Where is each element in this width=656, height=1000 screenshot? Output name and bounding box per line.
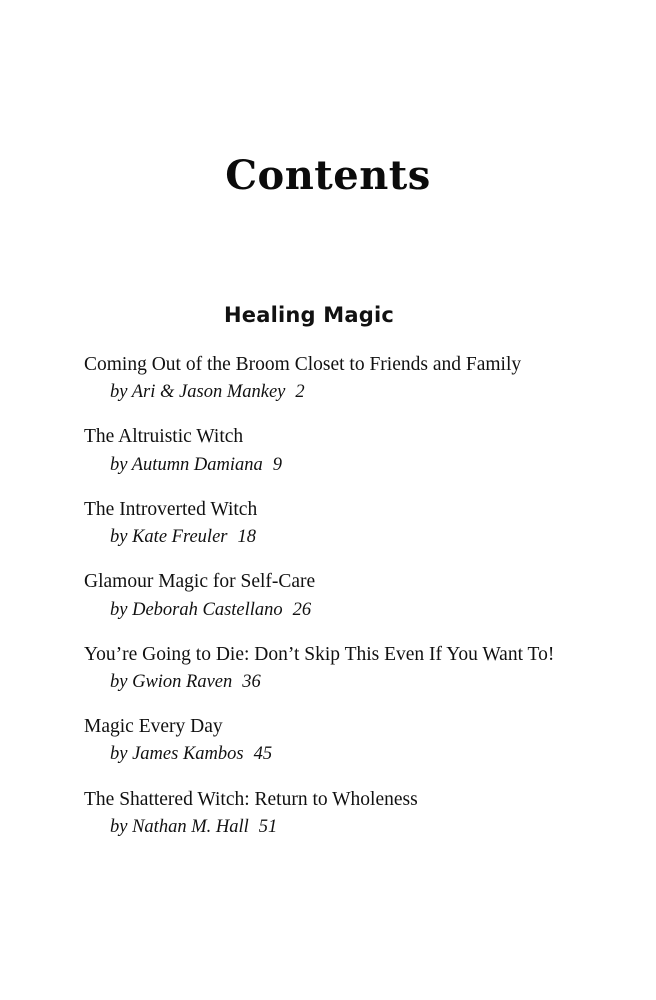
toc-entry-title: Magic Every Day <box>84 716 223 738</box>
toc-entry-byline <box>84 598 596 622</box>
toc-entry-byline <box>84 670 596 694</box>
toc-entry-page: 18 <box>237 527 256 548</box>
contents-section <box>0 303 656 839</box>
toc-entry <box>84 353 596 404</box>
toc-entry-byline <box>84 380 596 404</box>
toc-entry-author: by Kate Freuler <box>110 527 228 548</box>
toc-entry <box>84 715 596 766</box>
page-title: Contents <box>225 152 431 199</box>
toc-entry <box>84 570 596 621</box>
toc-entry-title: The Introverted Witch <box>84 498 258 520</box>
toc-entry-author: by Ari & Jason Mankey <box>110 382 286 403</box>
toc-entry-author: by Nathan M. Hall <box>110 816 249 837</box>
toc-entry-page: 45 <box>253 744 273 765</box>
toc-entry-page: 26 <box>292 599 312 620</box>
toc-entry-page: 36 <box>242 672 261 693</box>
toc-entry-author: by Gwion Raven <box>110 672 233 693</box>
toc-entry-author: by James Kambos <box>110 744 244 765</box>
toc-entry-page: 51 <box>258 816 278 837</box>
toc-entry <box>84 788 596 839</box>
toc-entry <box>84 643 596 694</box>
toc-entry-byline <box>84 815 596 839</box>
toc-entry-byline <box>84 453 596 477</box>
toc-entry-title: You’re Going to Die: Don’t Skip This Even If You Want To! <box>84 643 555 665</box>
toc-entry <box>84 498 596 549</box>
toc-entry-author: by Autumn Damiana <box>110 454 263 475</box>
toc-entry-title: The Altruistic Witch <box>84 426 244 448</box>
toc-entry-page: 2 <box>295 382 305 403</box>
toc-entry-author: by Deborah Castellano <box>110 599 283 620</box>
toc-entry-title: The Shattered Witch: Return to Wholeness <box>84 788 418 810</box>
toc-entry-byline <box>84 742 596 766</box>
toc-entry-title: Coming Out of the Broom Closet to Friends and Family <box>84 354 522 375</box>
toc-entry <box>84 425 596 476</box>
toc-entry-title: Glamour Magic for Self-Care <box>84 571 316 593</box>
toc-entry-page: 9 <box>272 454 283 475</box>
toc-entry-byline <box>84 525 596 549</box>
section-heading: Healing Magic <box>223 303 395 327</box>
